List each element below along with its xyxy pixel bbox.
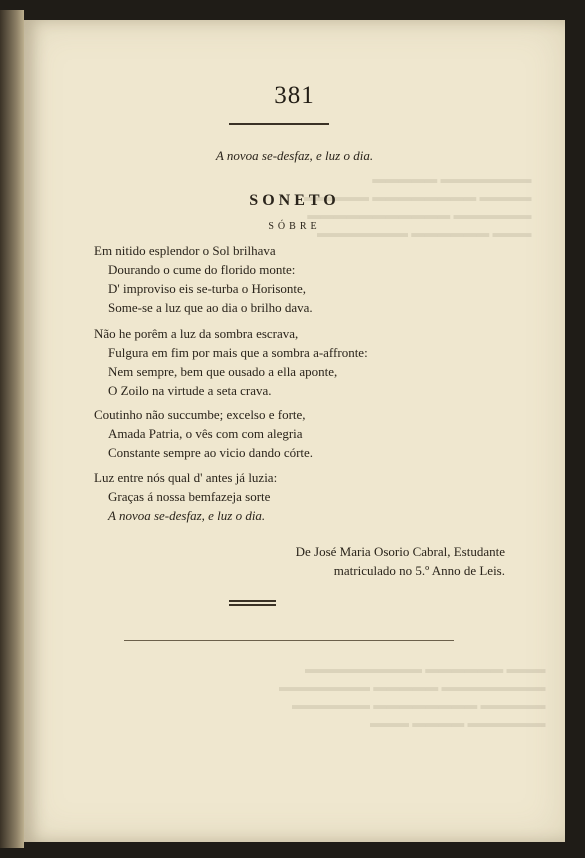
- footnote-rule: [124, 640, 454, 641]
- verse-line: Em nitido esplendor o Sol brilhava: [94, 243, 276, 258]
- verse-line: Graças á nossa bemfazeja sorte: [108, 489, 271, 504]
- verse-line: O Zoilo na virtude a seta crava.: [108, 383, 272, 398]
- verse-line: Some-se a luz que ao dia o brilho dava.: [108, 300, 313, 315]
- closing-rule: [229, 600, 276, 608]
- signature-line-2: matriculado no 5.º Anno de Leis.: [333, 563, 505, 578]
- verse-line: Luz entre nós qual d' antes já luzia:: [94, 470, 278, 485]
- verse-line: Não he porêm a luz da sombra escrava,: [94, 326, 299, 341]
- page-number: 381: [274, 82, 315, 109]
- poem-title: SONETO: [249, 192, 340, 209]
- verse-line: Coutinho não succumbe; excelso e forte,: [94, 407, 306, 422]
- signature-line-1: De José Maria Osorio Cabral, Estudante: [295, 544, 505, 559]
- verse-line: Amada Patria, o vês com com alegria: [108, 426, 303, 441]
- show-through-texture: ▬▬▬▬▬▬▬ ▬▬▬▬▬ ▬▬▬▬ ▬▬▬▬▬▬▬▬ ▬▬▬▬▬ ▬▬▬▬▬▬ ▬▬▬▬▬▬▬▬▬▬▬ ▬▬▬ ▬▬▬▬▬▬ ▬▬▬▬▬▬▬: [304, 171, 532, 240]
- stanza-3: [94, 405, 454, 462]
- verse-line: Dourando o cume do florido monte:: [108, 262, 296, 277]
- stanza-2: [94, 324, 454, 400]
- verse-line: D' improviso eis se-turba o Horisonte,: [108, 281, 307, 296]
- epigraph: A novoa se-desfaz, e luz o dia.: [215, 148, 374, 163]
- header-rule: [229, 123, 329, 125]
- verse-line: Constante sempre ao vicio dando córte.: [108, 445, 314, 460]
- verse-line: Fulgura em fim por mais que a sombra a-affronte:: [108, 345, 368, 360]
- verse-line: Nem sempre, bem que ousado a ella aponte,: [108, 364, 338, 379]
- verse-line: A novoa se-desfaz, e luz o dia.: [108, 508, 266, 523]
- book-spine: [0, 10, 24, 848]
- book-page: [24, 20, 565, 842]
- author-signature: [296, 542, 505, 580]
- show-through-texture-lower: ▬▬▬ ▬▬▬▬▬▬ ▬▬▬▬▬▬▬▬▬ ▬▬▬▬▬▬▬▬ ▬▬▬▬▬ ▬▬▬▬▬▬▬ ▬▬▬▬▬ ▬▬▬▬▬▬▬▬ ▬▬▬▬▬▬ ▬▬▬▬▬▬ ▬▬▬▬ ▬▬▬: [279, 661, 546, 730]
- stanza-4: [94, 468, 454, 525]
- stanza-1: [94, 241, 454, 317]
- poem-subtitle: SÓBRE: [268, 221, 321, 232]
